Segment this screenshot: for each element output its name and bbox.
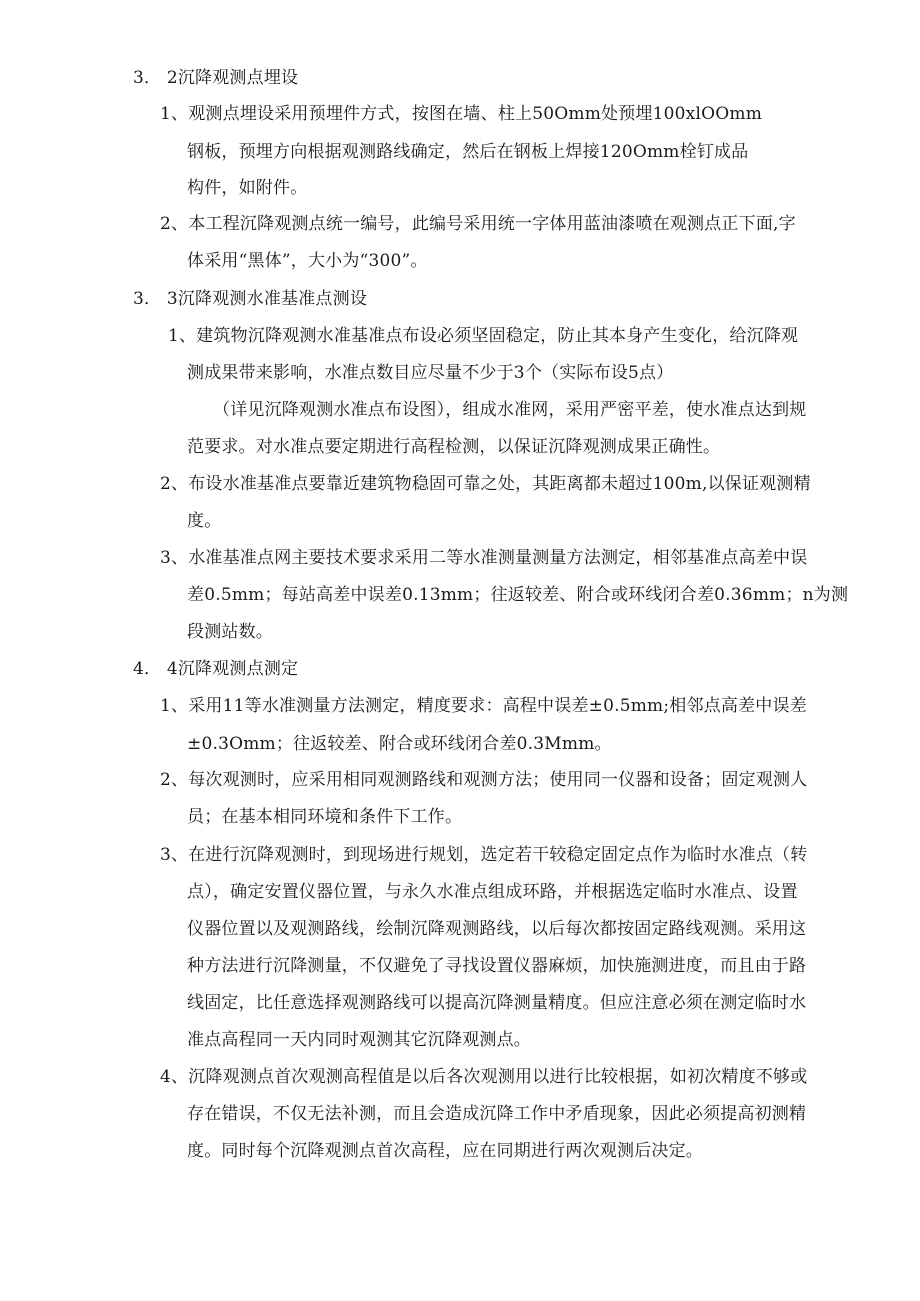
paragraph-line: 1、采用11等水准测量方法测定，精度要求：高程中误差±0.5mm;相邻点高差中误差 <box>160 696 807 716</box>
paragraph-line: 2、本工程沉降观测点统一编号，此编号采用统一字体用蓝油漆喷在观测点正下面,字 <box>160 214 796 234</box>
paragraph-line: 准点高程同一天内同时观测其它沉降观测点。 <box>187 1030 531 1050</box>
paragraph-line: 点），确定安置仪器位置，与永久水准点组成环路，并根据选定临时水准点、设置 <box>187 882 798 902</box>
paragraph-line: 差0.5mm；每站高差中误差0.13mm；往返较差、附合或环线闭合差0.36mm；n为测 <box>187 585 849 605</box>
paragraph-line: 4、沉降观测点首次观测高程值是以后各次观测用以进行比较根据，如初次精度不够或 <box>160 1067 808 1087</box>
paragraph-line: 段测站数。 <box>187 622 273 642</box>
paragraph-line: 测成果带来影响，水准点数目应尽量不少于3个（实际布设5点） <box>187 363 674 383</box>
section-heading: 3． 2沉降观测点埋设 <box>133 68 299 88</box>
paragraph-line: 线固定，比任意选择观测路线可以提高沉降测量精度。但应注意必须在测定临时水 <box>187 993 807 1013</box>
paragraph-line: 2、每次观测时，应采用相同观测路线和观测方法；使用同一仪器和设备；固定观测人 <box>160 770 808 790</box>
paragraph-line: 范要求。对水准点要定期进行高程检测，以保证沉降观测成果正确性。 <box>187 437 721 457</box>
paragraph-line: 度。 <box>187 511 222 531</box>
paragraph-line: 度。同时每个沉降观测点首次高程，应在同期进行两次观测后决定。 <box>187 1141 703 1161</box>
paragraph-line: 1、观测点埋设采用预埋件方式，按图在墙、柱上50Omm处预埋100xlOOmm <box>160 104 763 124</box>
paragraph-line: 员；在基本相同环境和条件下工作。 <box>187 807 463 827</box>
section-heading: 3． 3沉降观测水准基准点测设 <box>133 289 368 309</box>
paragraph-line: 构件，如附件。 <box>187 178 308 198</box>
paragraph-line: ±0.3Omm；往返较差、附合或环线闭合差0.3Mmm。 <box>187 734 612 754</box>
paragraph-line: 体采用“黑体”，大小为“300”。 <box>187 251 428 271</box>
paragraph-line: 钢板，预埋方向根据观测路线确定，然后在钢板上焊接120Omm栓钉成品 <box>187 142 749 162</box>
paragraph-line: 1、建筑物沉降观测水准基准点布设必须坚固稳定，防止其本身产生变化，给沉降观 <box>168 326 799 346</box>
paragraph-line: 仪器位置以及观测路线，绘制沉降观测路线，以后每次都按固定路线观测。采用这 <box>187 919 807 939</box>
paragraph-line: 种方法进行沉降测量，不仅避免了寻找设置仪器麻烦，加快施测进度，而且由于路 <box>187 956 807 976</box>
paragraph-line: 存在错误，不仅无法补测，而且会造成沉降工作中矛盾现象，因此必须提高初测精 <box>187 1104 807 1124</box>
section-heading: 4． 4沉降观测点测定 <box>133 659 299 679</box>
paragraph-line: 3、在进行沉降观测时，到现场进行规划，选定若干较稳定固定点作为临时水准点（转 <box>160 845 808 865</box>
paragraph-line: （详见沉降观测水准点布设图），组成水准网，采用严密平差，使水准点达到规 <box>213 400 807 420</box>
paragraph-line: 2、布设水准基准点要靠近建筑物稳固可靠之处，其距离都未超过100m,以保证观测精 <box>160 474 811 494</box>
paragraph-line: 3、水准基准点网主要技术要求采用二等水准测量测量方法测定，相邻基准点高差中误 <box>160 548 808 568</box>
